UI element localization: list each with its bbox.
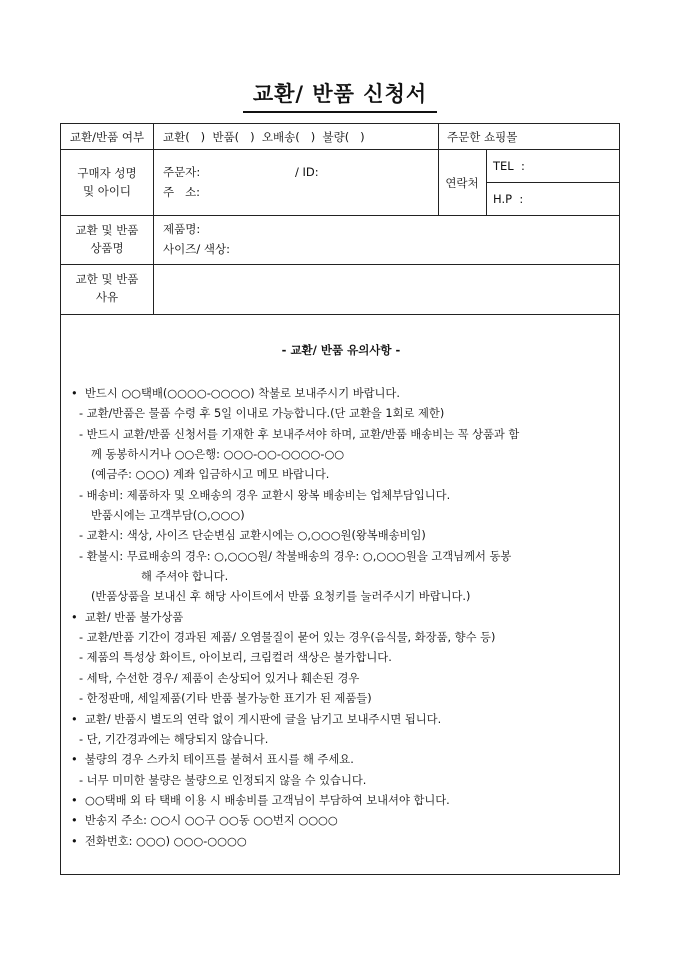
buyer-label-line2: 및 아이디 (82, 184, 132, 198)
reason-label-line1: 교한 및 반품 (75, 272, 139, 286)
notice-line: • 반송지 주소: ○○시 ○○구 ○○동 ○○번지 ○○○○ (65, 811, 615, 831)
exchange-return-label: 교환/반품 여부 (69, 130, 145, 144)
notice-line: - 배송비: 제품하자 및 오배송의 경우 교환시 왕복 배송비는 업체부담입니다. (79, 488, 451, 502)
form-title-wrap (0, 78, 680, 113)
address-label: 주 소: (163, 185, 201, 199)
product-row-label (61, 221, 153, 257)
contact-divider (486, 182, 619, 183)
notice-line: • 전화번호: ○○○) ○○○-○○○○ (65, 832, 615, 852)
row-divider (61, 149, 619, 150)
notice-line: (반품상품을 보내신 후 해당 사이트에서 반품 요청키를 눌러주시기 바랍니다.) (91, 590, 471, 604)
notice-line: 반품시에는 고객부담(○,○○○) (91, 509, 245, 523)
notice-line: • 반드시 ○○택배(○○○○-○○○○) 착불로 보내주시기 바랍니다. (65, 384, 615, 404)
notice-line: • 교환/ 반품 불가상품 (65, 608, 615, 628)
row-divider (61, 215, 619, 216)
notice-line: - 교환시: 색상, 사이즈 단순변심 교환시에는 ○,○○○원(왕복배송비임) (79, 529, 426, 543)
shop-divider (438, 124, 439, 149)
notice-line: (예금주: ○○○) 계좌 입금하시고 메모 바랍니다. (91, 468, 330, 482)
form-title: 교환/ 반품 신청서 (243, 78, 437, 113)
buyer-label-line1: 구매자 성명 (77, 166, 137, 180)
notice-line: - 단, 기간경과에는 해당되지 않습니다. (79, 732, 269, 746)
notice-line: - 반드시 교환/반품 신청서를 기재한 후 보내주셔야 하며, 교환/반품 배송비는 꼭 상품과 함 (79, 427, 520, 441)
notice-line: - 교환/반품은 물품 수령 후 5일 이내로 가능합니다.(단 교환을 1회로 제한) (79, 407, 445, 421)
notice-line: - 제품의 특성상 화이트, 아이보리, 크림컬러 색상은 불가합니다. (79, 651, 392, 665)
row-divider (61, 264, 619, 265)
notice-line: - 교환/반품 기간이 경과된 제품/ 오염물질이 묻어 있는 경우(음식물, 화장품, 향수 등) (79, 631, 496, 645)
notice-line: - 너무 미미한 불량은 불량으로 인정되지 않을 수 있습니다. (79, 773, 367, 787)
contact-label: 연락처 (445, 176, 479, 190)
product-name-label: 제품명: (163, 222, 201, 236)
shop-label: 주문한 쇼핑몰 (447, 130, 518, 144)
exchange-return-options: 교환( ) 반품( ) 오배송( ) 불량( ) (163, 130, 365, 144)
notice-line: 해 주셔야 합니다. (141, 570, 229, 584)
product-row-label-line1: 교환 및 반품 (75, 223, 139, 237)
id-label: / ID: (295, 165, 319, 179)
buyer-label (61, 164, 153, 200)
hp-label: H.P : (493, 192, 524, 206)
size-color-label: 사이즈/ 색상: (163, 242, 230, 256)
row-divider (61, 314, 619, 315)
notice-list (65, 384, 615, 852)
label-column-divider (153, 124, 154, 314)
notice-line: • ○○택배 외 타 택배 이용 시 배송비를 고객님이 부담하여 보내셔야 합니다. (65, 791, 615, 811)
notice-line: - 한정판매, 세일제품(기타 반품 불가능한 표기가 된 제품들) (79, 692, 372, 706)
notice-title: - 교환/ 반품 유의사항 - (281, 343, 401, 357)
notice-line: • 불량의 경우 스카치 테이프를 붙혀서 표시를 해 주세요. (65, 750, 615, 770)
notice-line: - 환불시: 무료배송의 경우: ○,○○○원/ 착불배송의 경우: ○,○○○원을 고객님께서 동봉 (79, 549, 512, 563)
orderer-label: 주문자: (163, 165, 201, 179)
request-form (60, 123, 620, 875)
notice-line: 께 동봉하시거나 ○○은행: ○○○-○○-○○○○-○○ (91, 448, 345, 462)
reason-label (61, 270, 153, 306)
product-row-label-line2: 상품명 (90, 241, 124, 255)
contact-divider-right (486, 149, 487, 215)
notice-line: - 세탁, 수선한 경우/ 제품이 손상되어 있거나 훼손된 경우 (79, 671, 360, 685)
notice-line: • 교환/ 반품시 별도의 연락 없이 게시판에 글을 남기고 보내주시면 됩니다. (65, 710, 615, 730)
tel-label: TEL : (493, 159, 525, 173)
reason-label-line2: 사유 (95, 290, 119, 304)
